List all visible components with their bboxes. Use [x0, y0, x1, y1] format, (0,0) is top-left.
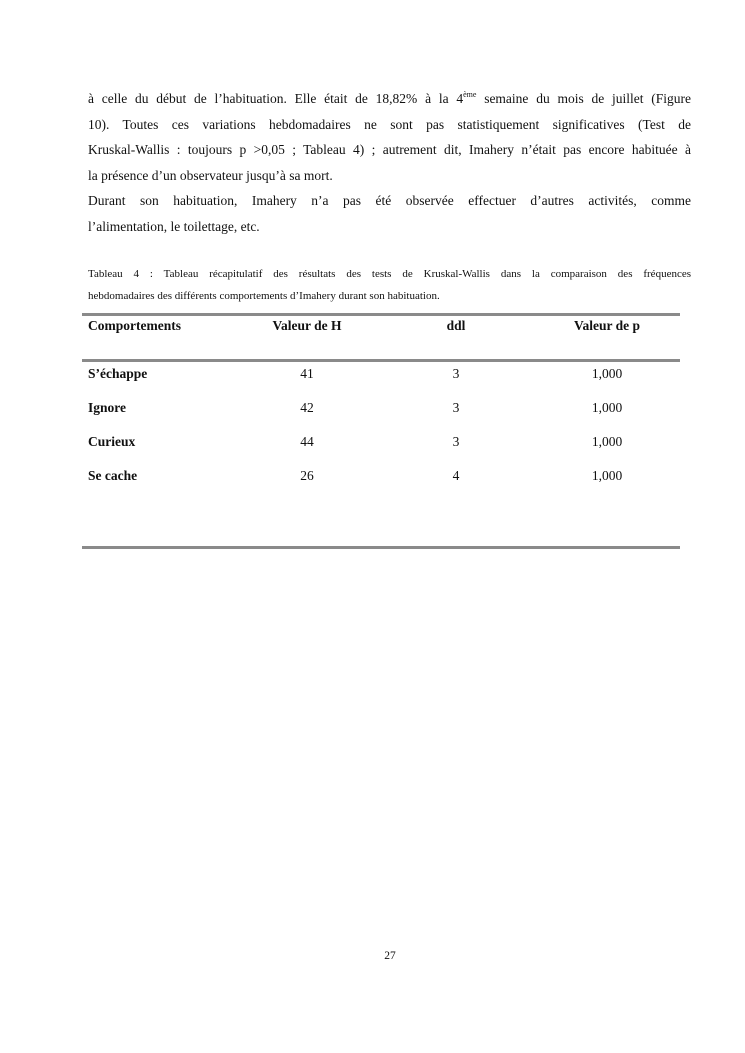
- cell-ddl: 3: [452, 434, 460, 449]
- cell-p: 1,000: [591, 468, 623, 483]
- cell-ddl: 4: [452, 468, 460, 483]
- header-valeur-h: Valeur de H: [272, 318, 342, 333]
- cell-h: 41: [300, 366, 314, 381]
- row-label: Ignore: [88, 400, 127, 415]
- header-comportements: Comportements: [88, 318, 181, 333]
- paragraph-line: Durant son habituation, Imahery n’a pas été observée effectuer d’autres activités, comme: [88, 193, 691, 208]
- table-header-rule: [82, 359, 680, 362]
- paragraph-line: Kruskal-Wallis : toujours p >0,05 ; Tableau 4) ; autrement dit, Imahery n’était pas encore habituée à: [88, 142, 691, 158]
- row-label: S’échappe: [88, 366, 148, 381]
- superscript: ème: [463, 90, 477, 99]
- body-paragraph-2: [88, 188, 691, 239]
- row-label: Se cache: [88, 468, 138, 483]
- paragraph-line: [88, 86, 691, 112]
- table-caption: [88, 263, 691, 307]
- cell-p: 1,000: [591, 400, 623, 415]
- paragraph-line: l’alimentation, le toilettage, etc.: [88, 218, 260, 234]
- text-segment: à celle du début de l’habituation. Elle était de 18,82% à la 4: [88, 91, 464, 106]
- header-valeur-p: Valeur de p: [573, 318, 641, 333]
- cell-h: 44: [300, 434, 314, 449]
- table-bottom-rule: [82, 546, 680, 549]
- cell-ddl: 3: [452, 400, 460, 415]
- row-label: Curieux: [88, 434, 136, 449]
- caption-line: Tableau 4 : Tableau récapitulatif des résultats des tests de Kruskal-Wallis dans la comparaison des fréquences: [88, 268, 691, 280]
- cell-h: 42: [300, 400, 314, 415]
- paragraph-line: 10). Toutes ces variations hebdomadaires ne sont pas statistiquement significatives (Test de: [88, 116, 691, 132]
- cell-p: 1,000: [591, 434, 623, 449]
- cell-h: 26: [300, 468, 314, 483]
- cell-p: 1,000: [591, 366, 623, 381]
- text-segment: semaine du mois de juillet (Figure: [476, 91, 691, 106]
- page-number: 27: [384, 950, 396, 962]
- table-top-rule: [82, 313, 680, 316]
- cell-ddl: 3: [452, 366, 460, 381]
- paragraph-line: la présence d’un observateur jusqu’à sa mort.: [88, 168, 333, 184]
- caption-line: hebdomadaires des différents comportements d’Imahery durant son habituation.: [88, 290, 440, 302]
- header-ddl: ddl: [446, 318, 466, 333]
- body-paragraph-1: [88, 86, 691, 189]
